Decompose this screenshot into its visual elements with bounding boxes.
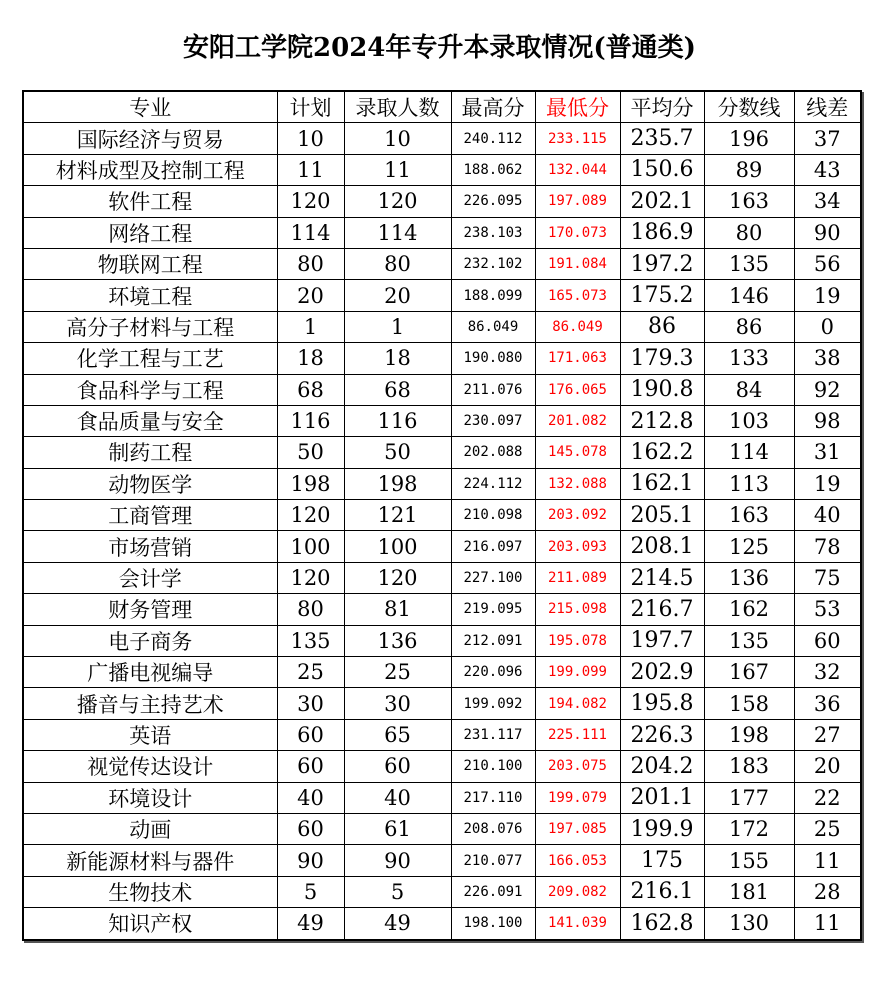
cell-major: 化学工程与工艺 — [23, 343, 277, 374]
cell-min-score: 199.099 — [535, 657, 620, 688]
cell-max-score: 190.080 — [451, 343, 535, 374]
cell-avg-score: 235.7 — [620, 123, 704, 154]
cell-admitted: 40 — [344, 782, 451, 813]
cell-cutoff: 89 — [704, 154, 794, 185]
header-diff: 线差 — [794, 91, 861, 123]
cell-plan: 50 — [277, 437, 344, 468]
table-row — [23, 123, 861, 154]
cell-avg-score: 205.1 — [620, 500, 704, 531]
cell-avg-score: 212.8 — [620, 405, 704, 436]
cell-plan: 120 — [277, 186, 344, 217]
cell-cutoff: 162 — [704, 594, 794, 625]
cell-avg-score: 197.7 — [620, 625, 704, 656]
cell-min-score: 86.049 — [535, 311, 620, 342]
cell-max-score: 210.098 — [451, 500, 535, 531]
cell-admitted: 120 — [344, 186, 451, 217]
cell-avg-score: 214.5 — [620, 562, 704, 593]
cell-avg-score: 216.7 — [620, 594, 704, 625]
cell-admitted: 198 — [344, 468, 451, 499]
cell-diff: 22 — [794, 782, 861, 813]
cell-cutoff: 103 — [704, 405, 794, 436]
cell-avg-score: 190.8 — [620, 374, 704, 405]
cell-avg-score: 202.9 — [620, 657, 704, 688]
cell-diff: 92 — [794, 374, 861, 405]
cell-major: 动物医学 — [23, 468, 277, 499]
cell-major: 食品质量与安全 — [23, 405, 277, 436]
cell-max-score: 219.095 — [451, 594, 535, 625]
cell-major: 会计学 — [23, 562, 277, 593]
header-major: 专业 — [23, 91, 277, 123]
cell-admitted: 121 — [344, 500, 451, 531]
cell-min-score: 165.073 — [535, 280, 620, 311]
cell-diff: 90 — [794, 217, 861, 248]
cell-diff: 20 — [794, 751, 861, 782]
table-row — [23, 719, 861, 750]
cell-max-score: 212.091 — [451, 625, 535, 656]
cell-diff: 40 — [794, 500, 861, 531]
cell-max-score: 202.088 — [451, 437, 535, 468]
cell-cutoff: 135 — [704, 248, 794, 279]
header-admitted: 录取人数 — [344, 91, 451, 123]
cell-major: 电子商务 — [23, 625, 277, 656]
cell-diff: 43 — [794, 154, 861, 185]
cell-max-score: 238.103 — [451, 217, 535, 248]
cell-plan: 10 — [277, 123, 344, 154]
cell-diff: 19 — [794, 280, 861, 311]
cell-diff: 75 — [794, 562, 861, 593]
cell-plan: 100 — [277, 531, 344, 562]
cell-plan: 1 — [277, 311, 344, 342]
table-row — [23, 405, 861, 436]
cell-min-score: 201.082 — [535, 405, 620, 436]
cell-major: 财务管理 — [23, 594, 277, 625]
cell-plan: 18 — [277, 343, 344, 374]
cell-plan: 20 — [277, 280, 344, 311]
cell-cutoff: 80 — [704, 217, 794, 248]
cell-diff: 78 — [794, 531, 861, 562]
cell-plan: 68 — [277, 374, 344, 405]
cell-max-score: 226.091 — [451, 876, 535, 907]
cell-diff: 11 — [794, 908, 861, 940]
cell-max-score: 227.100 — [451, 562, 535, 593]
cell-min-score: 145.078 — [535, 437, 620, 468]
cell-diff: 27 — [794, 719, 861, 750]
cell-diff: 60 — [794, 625, 861, 656]
table-row — [23, 813, 861, 844]
cell-cutoff: 133 — [704, 343, 794, 374]
cell-admitted: 5 — [344, 876, 451, 907]
table-row — [23, 343, 861, 374]
table-row — [23, 500, 861, 531]
cell-diff: 98 — [794, 405, 861, 436]
table-row — [23, 876, 861, 907]
cell-admitted: 114 — [344, 217, 451, 248]
cell-max-score: 210.100 — [451, 751, 535, 782]
cell-admitted: 81 — [344, 594, 451, 625]
cell-plan: 114 — [277, 217, 344, 248]
table-row — [23, 751, 861, 782]
cell-admitted: 61 — [344, 813, 451, 844]
cell-major: 网络工程 — [23, 217, 277, 248]
cell-max-score: 211.076 — [451, 374, 535, 405]
cell-avg-score: 186.9 — [620, 217, 704, 248]
cell-diff: 53 — [794, 594, 861, 625]
cell-cutoff: 155 — [704, 845, 794, 876]
cell-min-score: 191.084 — [535, 248, 620, 279]
cell-major: 知识产权 — [23, 908, 277, 940]
cell-avg-score: 162.2 — [620, 437, 704, 468]
cell-max-score: 86.049 — [451, 311, 535, 342]
cell-max-score: 198.100 — [451, 908, 535, 940]
cell-diff: 37 — [794, 123, 861, 154]
cell-avg-score: 202.1 — [620, 186, 704, 217]
cell-min-score: 197.089 — [535, 186, 620, 217]
cell-admitted: 50 — [344, 437, 451, 468]
cell-plan: 60 — [277, 813, 344, 844]
cell-cutoff: 198 — [704, 719, 794, 750]
cell-plan: 49 — [277, 908, 344, 940]
cell-admitted: 20 — [344, 280, 451, 311]
table-row — [23, 908, 861, 940]
cell-major: 材料成型及控制工程 — [23, 154, 277, 185]
cell-major: 广播电视编导 — [23, 657, 277, 688]
cell-min-score: 225.111 — [535, 719, 620, 750]
cell-min-score: 170.073 — [535, 217, 620, 248]
cell-max-score: 216.097 — [451, 531, 535, 562]
cell-major: 国际经济与贸易 — [23, 123, 277, 154]
cell-cutoff: 113 — [704, 468, 794, 499]
table-row — [23, 154, 861, 185]
cell-cutoff: 183 — [704, 751, 794, 782]
cell-plan: 11 — [277, 154, 344, 185]
cell-cutoff: 114 — [704, 437, 794, 468]
cell-min-score: 203.092 — [535, 500, 620, 531]
cell-cutoff: 172 — [704, 813, 794, 844]
cell-cutoff: 181 — [704, 876, 794, 907]
table-row — [23, 248, 861, 279]
table-row — [23, 437, 861, 468]
cell-major: 环境工程 — [23, 280, 277, 311]
cell-max-score: 188.099 — [451, 280, 535, 311]
cell-admitted: 120 — [344, 562, 451, 593]
cell-admitted: 25 — [344, 657, 451, 688]
cell-min-score: 194.082 — [535, 688, 620, 719]
cell-plan: 80 — [277, 594, 344, 625]
cell-avg-score: 175 — [620, 845, 704, 876]
cell-max-score: 188.062 — [451, 154, 535, 185]
cell-max-score: 240.112 — [451, 123, 535, 154]
cell-cutoff: 125 — [704, 531, 794, 562]
header-row — [23, 91, 861, 123]
table-row — [23, 688, 861, 719]
cell-admitted: 1 — [344, 311, 451, 342]
cell-major: 物联网工程 — [23, 248, 277, 279]
cell-diff: 0 — [794, 311, 861, 342]
cell-plan: 198 — [277, 468, 344, 499]
cell-avg-score: 195.8 — [620, 688, 704, 719]
table-row — [23, 562, 861, 593]
header-plan: 计划 — [277, 91, 344, 123]
cell-avg-score: 201.1 — [620, 782, 704, 813]
cell-diff: 36 — [794, 688, 861, 719]
cell-diff: 31 — [794, 437, 861, 468]
cell-plan: 90 — [277, 845, 344, 876]
cell-plan: 80 — [277, 248, 344, 279]
cell-min-score: 195.078 — [535, 625, 620, 656]
cell-min-score: 176.065 — [535, 374, 620, 405]
cell-cutoff: 84 — [704, 374, 794, 405]
table-body — [23, 123, 861, 940]
cell-min-score: 199.079 — [535, 782, 620, 813]
cell-major: 英语 — [23, 719, 277, 750]
cell-admitted: 68 — [344, 374, 451, 405]
cell-avg-score: 150.6 — [620, 154, 704, 185]
cell-min-score: 233.115 — [535, 123, 620, 154]
cell-max-score: 232.102 — [451, 248, 535, 279]
cell-avg-score: 226.3 — [620, 719, 704, 750]
cell-plan: 60 — [277, 751, 344, 782]
cell-avg-score: 204.2 — [620, 751, 704, 782]
cell-plan: 30 — [277, 688, 344, 719]
admission-table — [22, 90, 862, 941]
cell-major: 工商管理 — [23, 500, 277, 531]
cell-major: 高分子材料与工程 — [23, 311, 277, 342]
cell-major: 新能源材料与器件 — [23, 845, 277, 876]
cell-min-score: 132.088 — [535, 468, 620, 499]
table-row — [23, 657, 861, 688]
cell-diff: 38 — [794, 343, 861, 374]
table-row — [23, 531, 861, 562]
cell-major: 视觉传达设计 — [23, 751, 277, 782]
cell-avg-score: 175.2 — [620, 280, 704, 311]
cell-max-score: 224.112 — [451, 468, 535, 499]
cell-avg-score: 199.9 — [620, 813, 704, 844]
cell-major: 食品科学与工程 — [23, 374, 277, 405]
table-row — [23, 594, 861, 625]
cell-major: 软件工程 — [23, 186, 277, 217]
table-row — [23, 217, 861, 248]
cell-min-score: 215.098 — [535, 594, 620, 625]
cell-max-score: 217.110 — [451, 782, 535, 813]
page-title: 安阳工学院2024年专升本录取情况(普通类) — [183, 33, 696, 63]
cell-diff: 19 — [794, 468, 861, 499]
cell-cutoff: 167 — [704, 657, 794, 688]
cell-min-score: 132.044 — [535, 154, 620, 185]
cell-major: 市场营销 — [23, 531, 277, 562]
cell-cutoff: 196 — [704, 123, 794, 154]
cell-cutoff: 177 — [704, 782, 794, 813]
cell-admitted: 11 — [344, 154, 451, 185]
cell-major: 环境设计 — [23, 782, 277, 813]
cell-admitted: 116 — [344, 405, 451, 436]
cell-diff: 11 — [794, 845, 861, 876]
table-row — [23, 468, 861, 499]
cell-plan: 120 — [277, 500, 344, 531]
cell-admitted: 49 — [344, 908, 451, 940]
cell-max-score: 231.117 — [451, 719, 535, 750]
cell-admitted: 80 — [344, 248, 451, 279]
table-row — [23, 625, 861, 656]
cell-cutoff: 135 — [704, 625, 794, 656]
cell-diff: 25 — [794, 813, 861, 844]
cell-avg-score: 162.8 — [620, 908, 704, 940]
cell-plan: 25 — [277, 657, 344, 688]
cell-max-score: 226.095 — [451, 186, 535, 217]
cell-diff: 34 — [794, 186, 861, 217]
cell-min-score: 197.085 — [535, 813, 620, 844]
table-row — [23, 782, 861, 813]
cell-max-score: 208.076 — [451, 813, 535, 844]
cell-max-score: 210.077 — [451, 845, 535, 876]
cell-avg-score: 86 — [620, 311, 704, 342]
cell-plan: 120 — [277, 562, 344, 593]
cell-admitted: 30 — [344, 688, 451, 719]
table-row — [23, 280, 861, 311]
cell-admitted: 18 — [344, 343, 451, 374]
cell-plan: 40 — [277, 782, 344, 813]
cell-cutoff: 163 — [704, 500, 794, 531]
header-max-score: 最高分 — [451, 91, 535, 123]
cell-admitted: 136 — [344, 625, 451, 656]
cell-major: 生物技术 — [23, 876, 277, 907]
cell-cutoff: 86 — [704, 311, 794, 342]
table-row — [23, 845, 861, 876]
cell-avg-score: 208.1 — [620, 531, 704, 562]
cell-plan: 60 — [277, 719, 344, 750]
cell-diff: 56 — [794, 248, 861, 279]
cell-plan: 5 — [277, 876, 344, 907]
cell-max-score: 220.096 — [451, 657, 535, 688]
cell-admitted: 90 — [344, 845, 451, 876]
cell-avg-score: 162.1 — [620, 468, 704, 499]
cell-admitted: 60 — [344, 751, 451, 782]
cell-avg-score: 197.2 — [620, 248, 704, 279]
cell-min-score: 166.053 — [535, 845, 620, 876]
header-min-score: 最低分 — [535, 91, 620, 123]
cell-max-score: 230.097 — [451, 405, 535, 436]
cell-major: 动画 — [23, 813, 277, 844]
cell-min-score: 203.075 — [535, 751, 620, 782]
cell-major: 制药工程 — [23, 437, 277, 468]
cell-cutoff: 146 — [704, 280, 794, 311]
table-row — [23, 311, 861, 342]
cell-max-score: 199.092 — [451, 688, 535, 719]
cell-avg-score: 179.3 — [620, 343, 704, 374]
cell-min-score: 203.093 — [535, 531, 620, 562]
cell-min-score: 211.089 — [535, 562, 620, 593]
cell-diff: 28 — [794, 876, 861, 907]
cell-min-score: 141.039 — [535, 908, 620, 940]
cell-plan: 116 — [277, 405, 344, 436]
cell-avg-score: 216.1 — [620, 876, 704, 907]
cell-major: 播音与主持艺术 — [23, 688, 277, 719]
header-cutoff: 分数线 — [704, 91, 794, 123]
cell-admitted: 10 — [344, 123, 451, 154]
cell-admitted: 100 — [344, 531, 451, 562]
table-row — [23, 186, 861, 217]
cell-diff: 32 — [794, 657, 861, 688]
table-row — [23, 374, 861, 405]
cell-min-score: 209.082 — [535, 876, 620, 907]
cell-plan: 135 — [277, 625, 344, 656]
cell-cutoff: 163 — [704, 186, 794, 217]
cell-admitted: 65 — [344, 719, 451, 750]
cell-cutoff: 158 — [704, 688, 794, 719]
header-avg-score: 平均分 — [620, 91, 704, 123]
cell-min-score: 171.063 — [535, 343, 620, 374]
cell-cutoff: 130 — [704, 908, 794, 940]
cell-cutoff: 136 — [704, 562, 794, 593]
